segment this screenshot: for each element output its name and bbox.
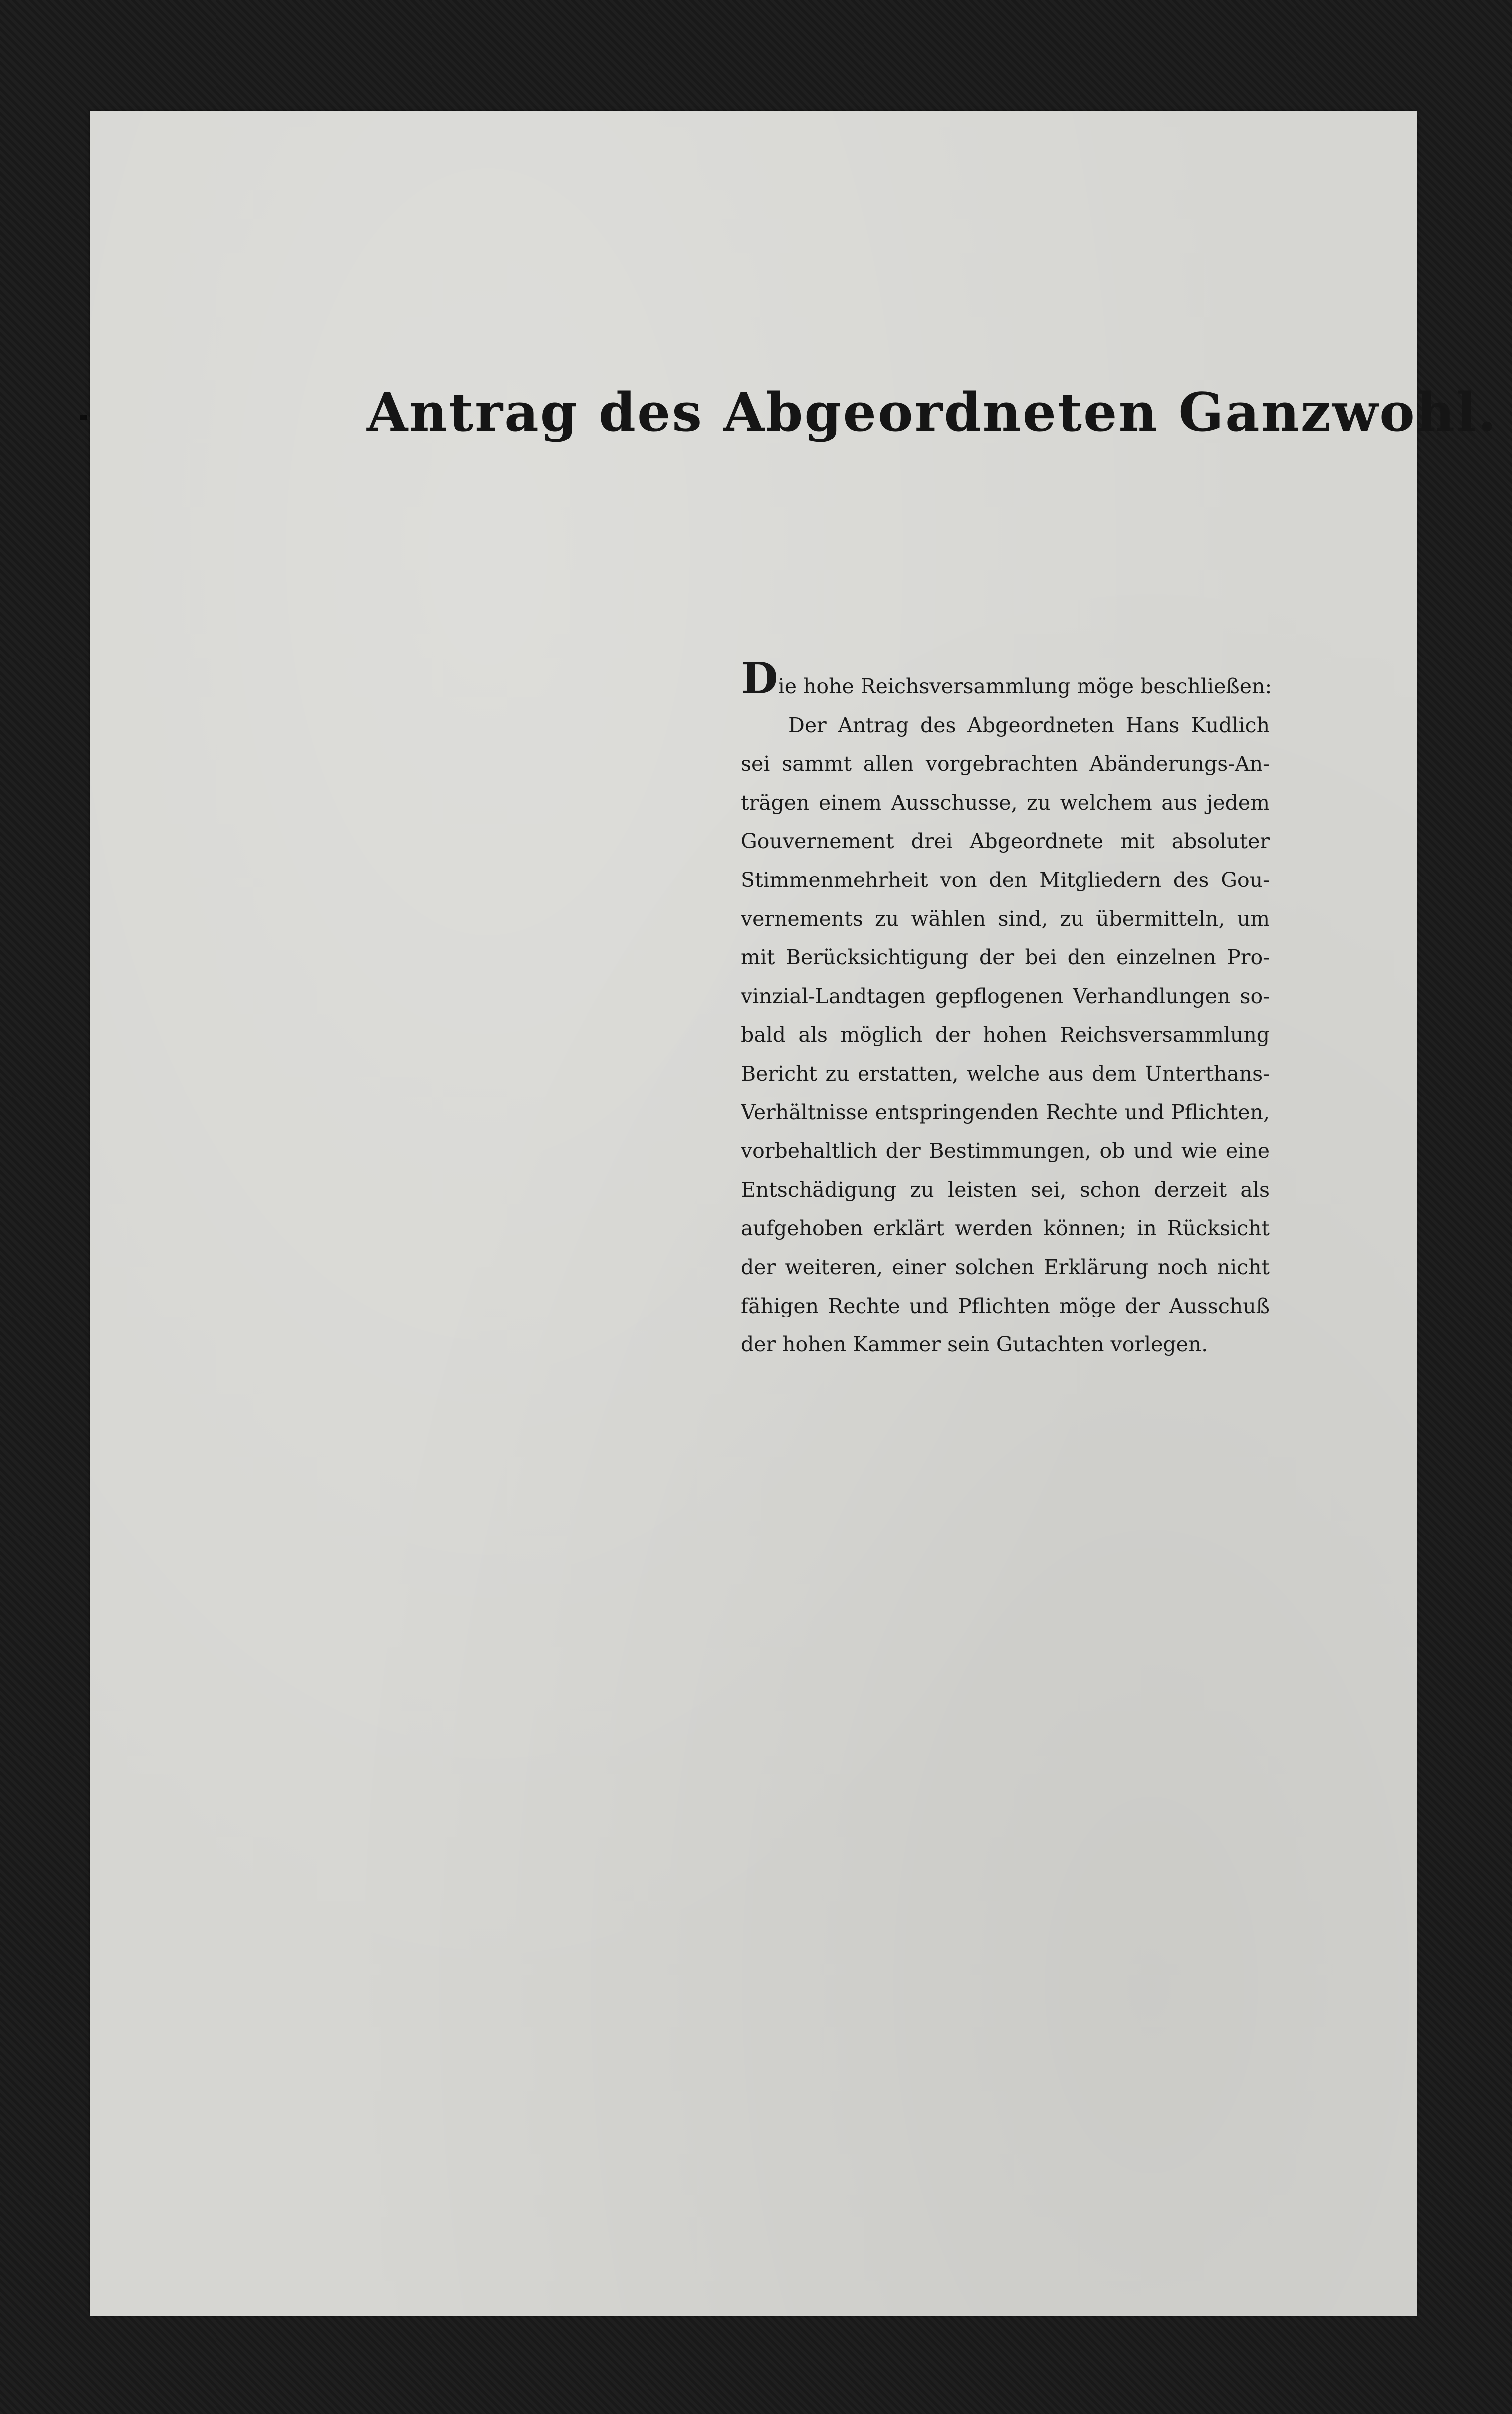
text-line: sei sammt allen vorgebrachten Abänderungs-An- [741,752,1270,776]
text-line: Stimmenmehrheit von den Mitgliedern des Gou- [741,868,1270,892]
text-line: trägen einem Ausschusse, zu welchem aus jedem [741,790,1270,815]
document-page [90,111,1498,2316]
text-line: Der Antrag des Abgeordneten Hans Kudlich [788,713,1270,737]
text-line: aufgehoben erklärt werden können; in Rücksicht [741,1216,1270,1241]
text-line: Entschädigung zu leisten sei, schon derzeit als [741,1177,1270,1202]
text-line: bald als möglich der hohen Reichsversammlung [741,1023,1270,1047]
motion-lead-line: Die hohe Reichsversammlung möge beschließen: [741,654,1272,704]
text-line: der weiteren, einer solchen Erklärung noch nicht [741,1255,1270,1279]
text-line: Gouvernement drei Abgeordnete mit absoluter [741,829,1270,854]
text-line: vinzial-Landtagen gepflogenen Verhandlungen so- [741,984,1270,1008]
text-line: vernements zu wählen sind, zu übermitteln, um [741,906,1270,931]
text-line: der hohen Kammer sein Gutachten vorlegen. [741,1332,1208,1357]
document-title: Antrag des Abgeordneten Ganzwohl. [367,381,1498,443]
motion-body [741,706,1270,1364]
text-line: Verhältnisse entspringenden Rechte und Pflichten, [741,1100,1270,1124]
text-line: mit Berücksichtigung der bei den einzelnen Pro- [741,945,1270,970]
motion-text [741,654,1272,1364]
margin-mark [80,415,87,420]
text-line: vorbehaltlich der Bestimmungen, ob und wie eine [741,1139,1270,1163]
text-line: fähigen Rechte und Pflichten möge der Ausschuß [741,1294,1270,1318]
text-line: Bericht zu erstatten, welche aus dem Unterthans- [741,1061,1270,1086]
